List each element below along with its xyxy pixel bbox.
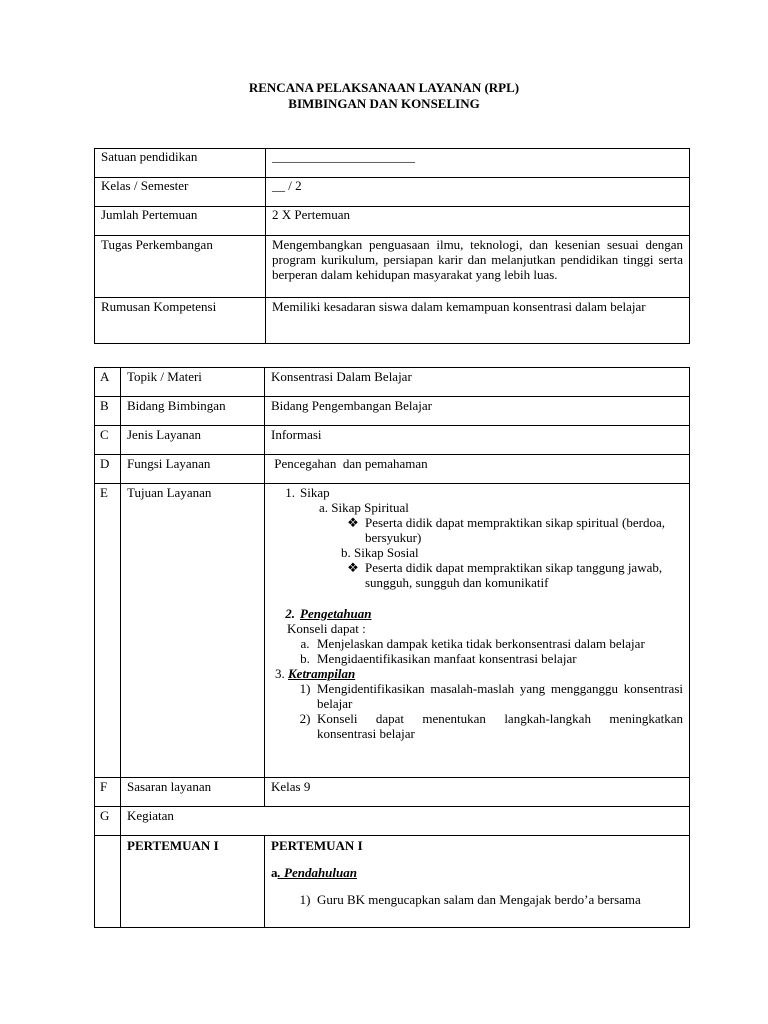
identity-row (95, 298, 690, 344)
diamond-bullet-icon: ❖ (347, 560, 359, 575)
row-label: Jenis Layanan (121, 426, 265, 455)
sikap-title: Sikap (300, 485, 330, 500)
pendahuluan-title: . Pendahuluan (277, 865, 357, 880)
row-key: C (95, 426, 121, 455)
row-value: Konsentrasi Dalam Belajar (265, 368, 690, 397)
identity-row (95, 236, 690, 298)
diamond-bullet-icon: ❖ (347, 515, 359, 530)
sikap-sosial-label: b. Sikap Sosial (341, 545, 419, 560)
list-number: 1. (285, 485, 295, 500)
row-key: E (95, 484, 121, 778)
identity-label: Kelas / Semester (95, 178, 266, 207)
sikap-heading (271, 485, 683, 500)
row-label: Bidang Bimbingan (121, 397, 265, 426)
list-item-text: Peserta didik dapat mempraktikan sikap tanggung jawab, sungguh, sungguh dan komunikatif (365, 560, 663, 590)
identity-label: Satuan pendidikan (95, 149, 266, 178)
plan-table (94, 367, 690, 928)
list-item-text: Guru BK mengucapkan salam dan Mengajak berdo’a bersama (317, 892, 641, 907)
title-line-2: BIMBINGAN DAN KONSELING (288, 96, 480, 111)
list-item-text: Peserta didik dapat mempraktikan sikap spiritual (berdoa, bersyukur) (365, 515, 665, 545)
title-line-1: RENCANA PELAKSANAAN LAYANAN (RPL) (248, 80, 520, 95)
identity-label: Rumusan Kompetensi (95, 298, 266, 344)
identity-value: Memiliki kesadaran siswa dalam kemampuan konsentrasi dalam belajar (266, 298, 690, 344)
identity-value: __ / 2 (266, 178, 690, 207)
list-number: 1) (299, 681, 311, 696)
identity-label: Jumlah Pertemuan (95, 207, 266, 236)
row-value: Bidang Pengembangan Belajar (265, 397, 690, 426)
pendahuluan-heading (271, 865, 683, 880)
row-value: Kelas 9 (265, 778, 690, 807)
list-item (271, 515, 683, 545)
identity-value: Mengembangkan penguasaan ilmu, teknologi, dan kesenian sesuai dengan program kurikulum, persiapan karir dan melanjutkan pendidikan tinggi serta berperan dalam kehidupan masyarakat yang lebih luas. (266, 236, 690, 298)
identity-label: Tugas Perkembangan (95, 236, 266, 298)
identity-table (94, 148, 690, 344)
row-label: Sasaran layanan (121, 778, 265, 807)
plan-row (95, 368, 690, 397)
ketrampilan-title: Ketrampilan (288, 666, 356, 681)
list-item (271, 560, 683, 590)
row-label: Topik / Materi (121, 368, 265, 397)
list-item-text: Mengidentifikasikan masalah-maslah yang mengganggu konsentrasi belajar (317, 681, 683, 711)
pengetahuan-heading (271, 606, 683, 621)
plan-row (95, 397, 690, 426)
list-item (271, 636, 683, 651)
plan-row (95, 426, 690, 455)
pengetahuan-intro: Konseli dapat : (287, 621, 366, 636)
list-number: b. (300, 651, 310, 666)
list-number: a. (300, 636, 310, 651)
pertemuan-heading: PERTEMUAN I (271, 838, 363, 853)
row-key: F (95, 778, 121, 807)
plan-row (95, 836, 690, 928)
plan-row (95, 484, 690, 778)
plan-row (95, 778, 690, 807)
list-item (271, 892, 683, 907)
plan-row (95, 455, 690, 484)
identity-value: ______________________ (266, 149, 690, 178)
row-key: A (95, 368, 121, 397)
row-label: Kegiatan (121, 807, 690, 836)
section-letter: a (271, 865, 278, 880)
list-item-text: Konseli dapat menentukan langkah-langkah meningkatkan konsentrasi belajar (317, 711, 683, 741)
plan-row (95, 807, 690, 836)
identity-row (95, 207, 690, 236)
ketrampilan-heading (271, 666, 683, 681)
tujuan-layanan-content (265, 484, 690, 778)
identity-value: 2 X Pertemuan (266, 207, 690, 236)
list-number: 2) (299, 711, 311, 726)
list-item (271, 651, 683, 666)
row-label: Fungsi Layanan (121, 455, 265, 484)
row-label: Tujuan Layanan (121, 484, 265, 778)
sikap-spiritual-label: a. Sikap Spiritual (319, 500, 409, 515)
list-number: 1) (299, 892, 311, 907)
row-key: G (95, 807, 121, 836)
list-item (271, 711, 683, 741)
list-item-text: Menjelaskan dampak ketika tidak berkonsentrasi dalam belajar (317, 636, 645, 651)
list-item (271, 681, 683, 711)
kegiatan-content (265, 836, 690, 928)
pengetahuan-title: Pengetahuan (300, 606, 372, 621)
row-value: Informasi (265, 426, 690, 455)
pertemuan-heading: PERTEMUAN I (127, 838, 219, 853)
list-item-text: Mengidaentifikasikan manfaat konsentrasi belajar (317, 651, 577, 666)
document-title (0, 80, 768, 112)
identity-row (95, 149, 690, 178)
row-key: D (95, 455, 121, 484)
list-number: 3. (275, 666, 285, 681)
list-number: 2. (285, 606, 295, 621)
row-key: B (95, 397, 121, 426)
row-value: Pencegahan dan pemahaman (265, 455, 690, 484)
identity-row (95, 178, 690, 207)
